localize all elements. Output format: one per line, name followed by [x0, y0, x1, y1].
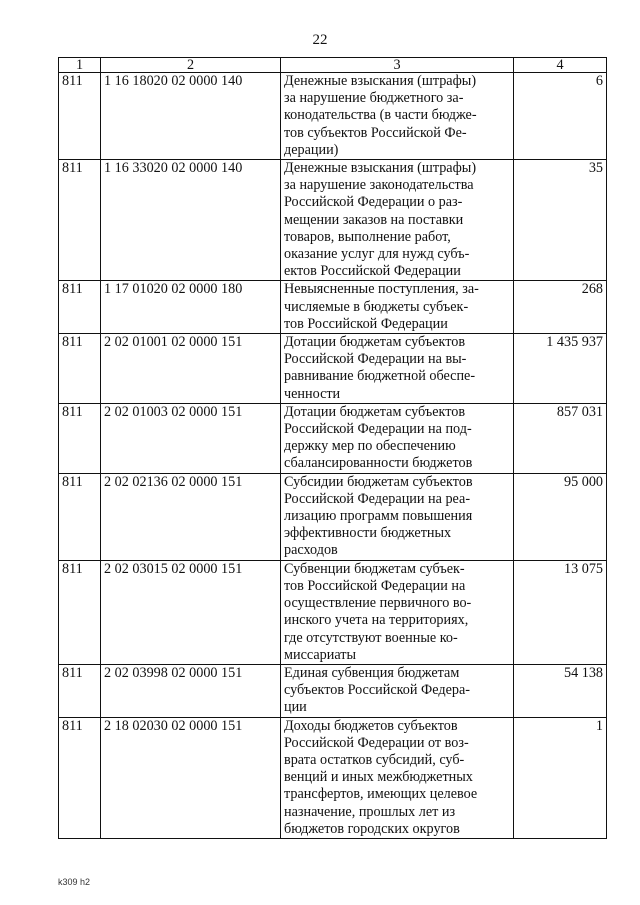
page-number: 22 [312, 32, 328, 48]
budget-code-cell: 1 16 33020 02 0000 140 [101, 160, 281, 281]
description-cell: Единая субвенция бюджетам субъектов Российской Федера- ции [281, 664, 514, 717]
budget-code-cell: 2 18 02030 02 0000 151 [101, 717, 281, 838]
description-cell: Дотации бюджетам субъектов Российской Федерации на под- держку мер по обеспечению сбалансированности бюджетов [281, 403, 514, 473]
admin-code-cell: 811 [59, 281, 101, 334]
table-row [59, 473, 607, 560]
table-header-row [59, 58, 607, 73]
column-header-3: 3 [281, 58, 514, 73]
budget-code-cell: 2 02 02136 02 0000 151 [101, 473, 281, 560]
description-cell: Доходы бюджетов субъектов Российской Федерации от воз- врата остатков субсидий, суб- венций и иных межбюджетных трансфертов, имеющих целевое назначение, прошлых лет из бюджетов городских округов [281, 717, 514, 838]
table-row [59, 717, 607, 838]
table-row [59, 73, 607, 160]
admin-code-cell: 811 [59, 160, 101, 281]
budget-code-cell: 1 17 01020 02 0000 180 [101, 281, 281, 334]
description-cell: Невыясненные поступления, за- числяемые в бюджеты субъек- тов Российской Федерации [281, 281, 514, 334]
admin-code-cell: 811 [59, 473, 101, 560]
description-cell: Денежные взыскания (штрафы) за нарушение бюджетного за- конодательства (в части бюдже- тов субъектов Российской Фе- дерации) [281, 73, 514, 160]
description-cell: Субсидии бюджетам субъектов Российской Федерации на реа- лизацию программ повышения эффективности бюджетных расходов [281, 473, 514, 560]
footer-code: k309 h2 [58, 877, 91, 887]
amount-cell: 13 075 [514, 560, 607, 664]
table-row [59, 281, 607, 334]
table-row [59, 664, 607, 717]
amount-cell: 1 [514, 717, 607, 838]
column-header-1: 1 [59, 58, 101, 73]
budget-code-cell: 2 02 03998 02 0000 151 [101, 664, 281, 717]
table-row [59, 160, 607, 281]
budget-code-cell: 1 16 18020 02 0000 140 [101, 73, 281, 160]
admin-code-cell: 811 [59, 664, 101, 717]
column-header-4: 4 [514, 58, 607, 73]
description-cell: Субвенции бюджетам субъек- тов Российской Федерации на осуществление первичного во- инского учета на территориях, где отсутствуют военные ко- миссариаты [281, 560, 514, 664]
amount-cell: 1 435 937 [514, 334, 607, 404]
amount-cell: 95 000 [514, 473, 607, 560]
amount-cell: 35 [514, 160, 607, 281]
budget-code-cell: 2 02 01003 02 0000 151 [101, 403, 281, 473]
amount-cell: 857 031 [514, 403, 607, 473]
amount-cell: 6 [514, 73, 607, 160]
admin-code-cell: 811 [59, 73, 101, 160]
admin-code-cell: 811 [59, 334, 101, 404]
table-row [59, 403, 607, 473]
budget-code-cell: 2 02 03015 02 0000 151 [101, 560, 281, 664]
budget-code-cell: 2 02 01001 02 0000 151 [101, 334, 281, 404]
amount-cell: 268 [514, 281, 607, 334]
description-cell: Дотации бюджетам субъектов Российской Федерации на вы- равнивание бюджетной обеспе- ченности [281, 334, 514, 404]
admin-code-cell: 811 [59, 560, 101, 664]
admin-code-cell: 811 [59, 717, 101, 838]
description-cell: Денежные взыскания (штрафы) за нарушение законодательства Российской Федерации о раз- мещении заказов на поставки товаров, выполнение работ, оказание услуг для нужд субъ- ектов Российской Федерации [281, 160, 514, 281]
amount-cell: 54 138 [514, 664, 607, 717]
admin-code-cell: 811 [59, 403, 101, 473]
column-header-2: 2 [101, 58, 281, 73]
revenue-table [58, 57, 607, 839]
table-row [59, 560, 607, 664]
table-row [59, 334, 607, 404]
